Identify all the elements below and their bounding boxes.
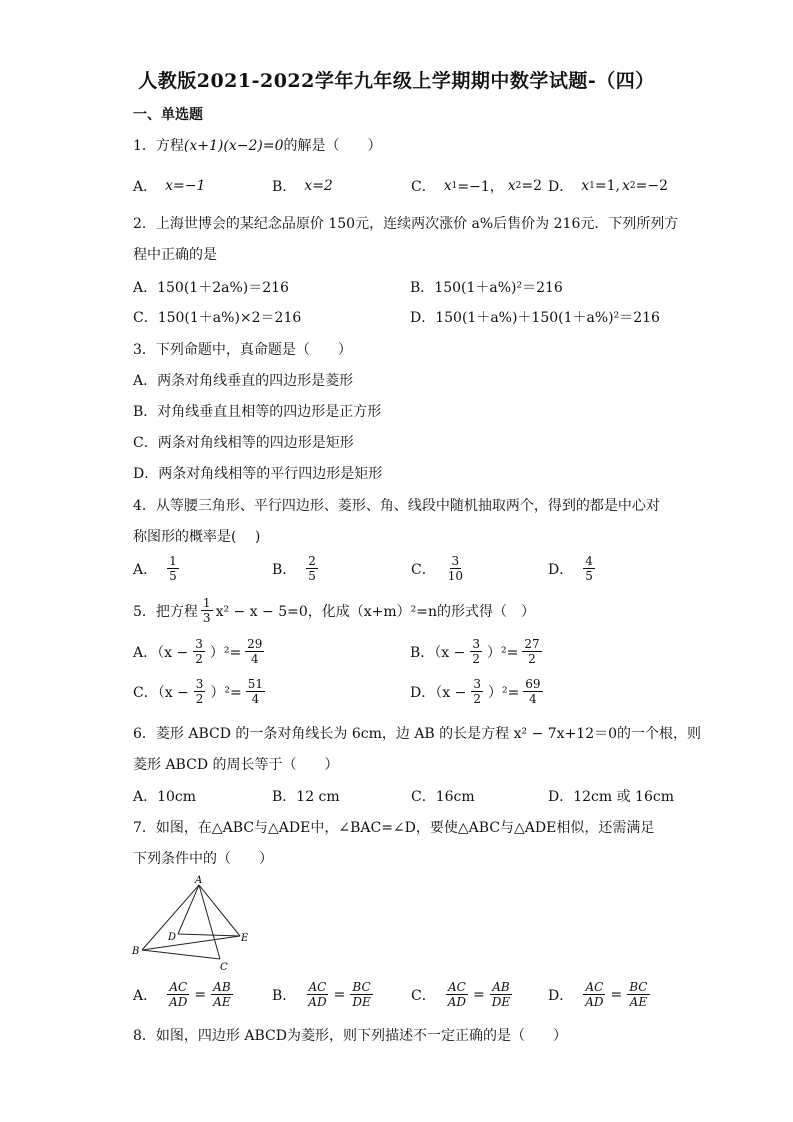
question-2-stem-line1: 2．上海世博会的某纪念品原价 150元，连续两次涨价 a%后售价为 216元．下列所列方 bbox=[133, 216, 679, 232]
question-3-option-d: D．两条对角线相等的平行四边形是矩形 bbox=[133, 466, 383, 482]
question-6-option-a: A．10cm bbox=[133, 789, 197, 805]
question-7-stem-line1: 7．如图，在△ABC与△ADE中，∠BAC=∠D，要使△ABC与△ADE相似，还需满足 bbox=[133, 820, 655, 836]
question-5-stem: 5．把方程 $\frac{1}{3}$ x² − x − 5=0，化成（x+m）²=n的形式得（ ） bbox=[133, 596, 536, 625]
figure-line-de bbox=[178, 934, 240, 936]
question-1-option-a: A． x=−1 bbox=[133, 178, 206, 195]
question-6-stem-line2: 菱形 ABCD 的周长等于（ ） bbox=[133, 757, 339, 773]
question-5-option-b: B．（x − $\frac{3}{2}$ ）²= $\frac{27}{2}$ bbox=[410, 637, 540, 666]
question-1-option-d: D． x 1 =1, x 2 =−2 bbox=[548, 178, 668, 195]
question-2-option-b: B．150(1＋a%)²＝216 bbox=[410, 280, 563, 296]
figure-label-e: E bbox=[241, 933, 249, 944]
figure-label-d: D bbox=[168, 932, 177, 943]
question-3-stem: 3．下列命题中，真命题是（ ） bbox=[133, 342, 352, 358]
figure-line-ac bbox=[199, 885, 220, 959]
question-2-option-c: C．150(1＋a%)×2＝216 bbox=[133, 310, 302, 326]
question-6-option-b: B．12 cm bbox=[272, 789, 340, 805]
question-7-option-c: C． $\frac{AC}{AD}$ = $\frac{AB}{DE}$ bbox=[411, 980, 511, 1009]
question-6-option-c: C．16cm bbox=[411, 789, 475, 805]
figure-label-c: C bbox=[220, 962, 228, 973]
question-5-option-d: D．（x − $\frac{3}{2}$ ）²= $\frac{69}{4}$ bbox=[410, 677, 541, 706]
question-1-option-c: C． x 1 =−1， x 2 =2 bbox=[411, 178, 543, 195]
question-7-option-b: B． $\frac{AC}{AD}$ = $\frac{BC}{DE}$ bbox=[272, 980, 371, 1009]
question-3-option-a: A．两条对角线垂直的四边形是菱形 bbox=[133, 373, 354, 389]
section-heading: 一、单选题 bbox=[133, 107, 203, 123]
question-1-stem: 1．方程(x+1)(x−2)=0的解是（ ） bbox=[133, 138, 382, 154]
question-2-stem-line2: 程中正确的是 bbox=[133, 247, 217, 263]
figure-line-ad bbox=[178, 885, 199, 934]
figure-label-a: A bbox=[195, 875, 203, 886]
question-6-stem-line1: 6．菱形 ABCD 的一条对角线长为 6cm，边 AB 的长是方程 x² − 7x+12＝0的一个根，则 bbox=[133, 726, 702, 742]
question-2-option-a: A．150(1＋2a%)＝216 bbox=[133, 280, 289, 296]
triangle-figure bbox=[128, 874, 258, 974]
question-7-option-a: A． $\frac{AC}{AD}$ = $\frac{AB}{AE}$ bbox=[133, 980, 231, 1009]
question-8-stem: 8．如图，四边形 ABCD为菱形，则下列描述不一定正确的是（ ） bbox=[133, 1028, 567, 1044]
question-5-option-c: C．（x − $\frac{3}{2}$ ）²= $\frac{51}{4}$ bbox=[133, 677, 264, 706]
question-4-option-b: B． $\frac{2}{5}$ bbox=[272, 554, 316, 583]
question-4-option-d: D． $\frac{4}{5}$ bbox=[548, 554, 593, 583]
question-4-stem-line2: 称图形的概率是( ) bbox=[133, 529, 261, 545]
question-4-option-a: A． $\frac{1}{5}$ bbox=[133, 554, 177, 583]
figure-line-be bbox=[142, 936, 240, 950]
figure-label-b: B bbox=[132, 946, 140, 957]
question-7-stem-line2: 下列条件中的（ ） bbox=[133, 851, 273, 867]
question-3-option-b: B．对角线垂直且相等的四边形是正方形 bbox=[133, 404, 382, 420]
question-7-option-d: D． $\frac{AC}{AD}$ = $\frac{BC}{AE}$ bbox=[548, 980, 648, 1009]
figure-line-bc bbox=[142, 950, 220, 959]
question-1-option-b: B． x=2 bbox=[272, 178, 333, 195]
question-2-option-d: D．150(1＋a%)＋150(1＋a%)²＝216 bbox=[410, 310, 660, 326]
question-4-stem-line1: 4．从等腰三角形、平行四边形、菱形、角、线段中随机抽取两个，得到的都是中心对 bbox=[133, 498, 660, 514]
question-6-option-d: D．12cm 或 16cm bbox=[548, 789, 674, 805]
figure-line-ae bbox=[199, 885, 240, 936]
question-3-option-c: C．两条对角线相等的四边形是矩形 bbox=[133, 435, 354, 451]
question-4-option-c: C． $\frac{3}{10}$ bbox=[411, 554, 463, 583]
question-5-option-a: A．（x − $\frac{3}{2}$ ）²= $\frac{29}{4}$ bbox=[133, 637, 263, 666]
page-title: 人教版2021-2022学年九年级上学期期中数学试题-（四） bbox=[138, 70, 655, 92]
